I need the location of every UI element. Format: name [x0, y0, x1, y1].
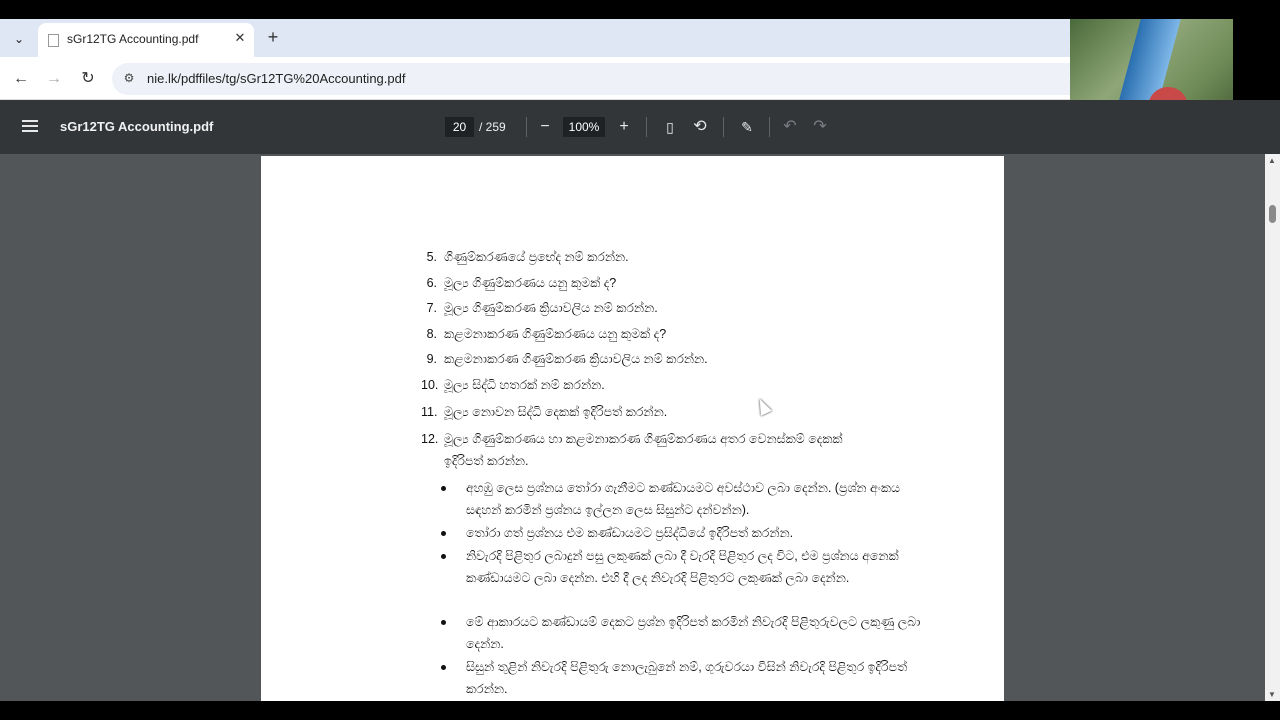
back-arrow-icon[interactable]: ← [13, 70, 29, 87]
question-number: 10. [421, 378, 439, 392]
bullet-icon [441, 620, 446, 625]
question-text: ගිණුම්කරණයේ ප්‍රභේද නම් කරන්න. [444, 250, 629, 264]
question-text: මූල්‍ය නොවන සිද්ධි දෙකක් ඉදිරිපත් කරන්න. [444, 405, 668, 419]
bullet-icon [441, 531, 446, 536]
tab-strip [0, 19, 1070, 57]
fit-page-icon[interactable]: ▯ [666, 119, 674, 135]
toolbar-divider [769, 117, 770, 137]
question-text: මූල්‍ය ගිණුම්කරණය යනු කුමක් ද? [444, 276, 617, 290]
toolbar-divider [526, 117, 527, 137]
bullet-text: අහඹු ලෙස ප්‍රශ්නය තෝරා ගැනීමට කණ්ඩායමට අවස්ථාව ලබා දෙන්න. (ප්‍රශ්න අංකය සඳහන් කරමින් ප්‍රශ්නය ඉල්ලන ලෙස සිසුන්ට දන්වන්න). [466, 481, 901, 517]
scrollbar-thumb[interactable] [1269, 205, 1276, 223]
question-text: කළමනාකරණ ගිණුම්කරණ ක්‍රියාවලිය නම් කරන්න. [444, 352, 708, 366]
scroll-up-arrow-icon[interactable]: ▲ [1268, 156, 1276, 165]
bullet-text: නිවැරදි පිළිතුර ලබාදුන් පසු ලකුණක් ලබා දී වැරදි පිළිතුර ලද විට, එම ප්‍රශ්නය අනෙක් කණ්ඩායමට ලබා දෙන්න. එහි දී ලද නිවැරදි පිළිතුරට ලකුණක් ලබා දෙන්න. [466, 549, 899, 585]
pdf-viewer[interactable] [0, 154, 1280, 701]
page-number-input[interactable]: 20 [445, 117, 474, 137]
question-number: 6. [426, 276, 437, 290]
question-number: 11. [421, 405, 438, 419]
question-text: මූල්‍ය ගිණුම්කරණය හා කළමනාකරණ ගිණුම්කරණය අතර වෙනස්කම් දෙකක් [444, 432, 843, 446]
zoom-out-icon[interactable]: − [540, 118, 550, 135]
address-bar [0, 57, 1070, 100]
menu-icon[interactable] [20, 117, 40, 137]
tab-search-dropdown-icon[interactable]: ⌄ [13, 32, 25, 46]
question-number: 12. [421, 432, 439, 446]
reload-icon[interactable]: ↻ [81, 70, 95, 87]
undo-icon[interactable]: ↶ [783, 118, 797, 135]
toolbar-divider [646, 117, 647, 137]
new-tab-button[interactable]: + [267, 27, 279, 47]
omnibox[interactable] [112, 63, 1070, 95]
redo-icon[interactable]: ↷ [813, 118, 827, 135]
bullet-text: සිසුන් තුළින් නිවැරදි පිළිතුරු නොලැබුනේ නම්, ගුරුවරයා විසින් නිවැරදි පිළිතුර ඉදිරිපත් කරන්න. [466, 660, 908, 696]
pdf-document-title: sGr12TG Accounting.pdf [60, 119, 214, 134]
question-text: මූල්‍ය ගිණුම්කරණ ක්‍රියාවලිය නම් කරන්න. [444, 301, 658, 315]
pdf-page [261, 156, 1004, 701]
zoom-level-input[interactable]: 100% [563, 117, 605, 137]
rotate-icon[interactable]: ⟲ [693, 118, 707, 135]
page-total: / 259 [479, 120, 506, 134]
tab-title: sGr12TG Accounting.pdf [67, 32, 199, 46]
question-number: 7. [426, 301, 437, 315]
zoom-in-icon[interactable]: + [619, 118, 629, 135]
bullet-text: තෝරා ගත් ප්‍රශ්නය එම කණ්ඩායමට ප්‍රසිද්ධියේ ඉදිරිපත් කරන්න. [466, 526, 794, 540]
pdf-file-icon [48, 34, 59, 47]
pdf-toolbar [0, 100, 1280, 154]
question-text: කළමනාකරණ ගිණුම්කරණය යනු කුමක් ද? [444, 327, 667, 341]
annotate-pen-icon[interactable]: ✎ [741, 119, 753, 135]
bullet-text: මේ ආකාරයට කණ්ඩායම් දෙකට ප්‍රශ්න ඉදිරිපත් කරමින් නිවැරදි පිළිතුරුවලට ලකුණු ලබා දෙන්න. [466, 615, 921, 651]
scroll-down-arrow-icon[interactable]: ▼ [1268, 690, 1276, 699]
bullet-icon [441, 486, 446, 491]
forward-arrow-icon[interactable]: → [46, 70, 62, 87]
site-info-icon[interactable]: ⚙ [123, 71, 135, 85]
bullet-icon [441, 554, 446, 559]
toolbar-divider [723, 117, 724, 137]
tab-close-icon[interactable]: ✕ [234, 30, 246, 45]
scrollbar[interactable] [1265, 154, 1280, 701]
question-number: 9. [426, 352, 437, 366]
question-text: මූල්‍ය සිද්ධි හතරක් නම් කරන්න. [444, 378, 605, 392]
bullet-icon [441, 665, 446, 670]
question-text: ඉදිරිපත් කරන්න. [444, 454, 529, 468]
question-number: 8. [426, 327, 437, 341]
url-text[interactable]: nie.lk/pdffiles/tg/sGr12TG%20Accounting.pdf [147, 71, 406, 86]
question-number: 5. [426, 250, 437, 264]
tab-active[interactable] [38, 23, 254, 57]
